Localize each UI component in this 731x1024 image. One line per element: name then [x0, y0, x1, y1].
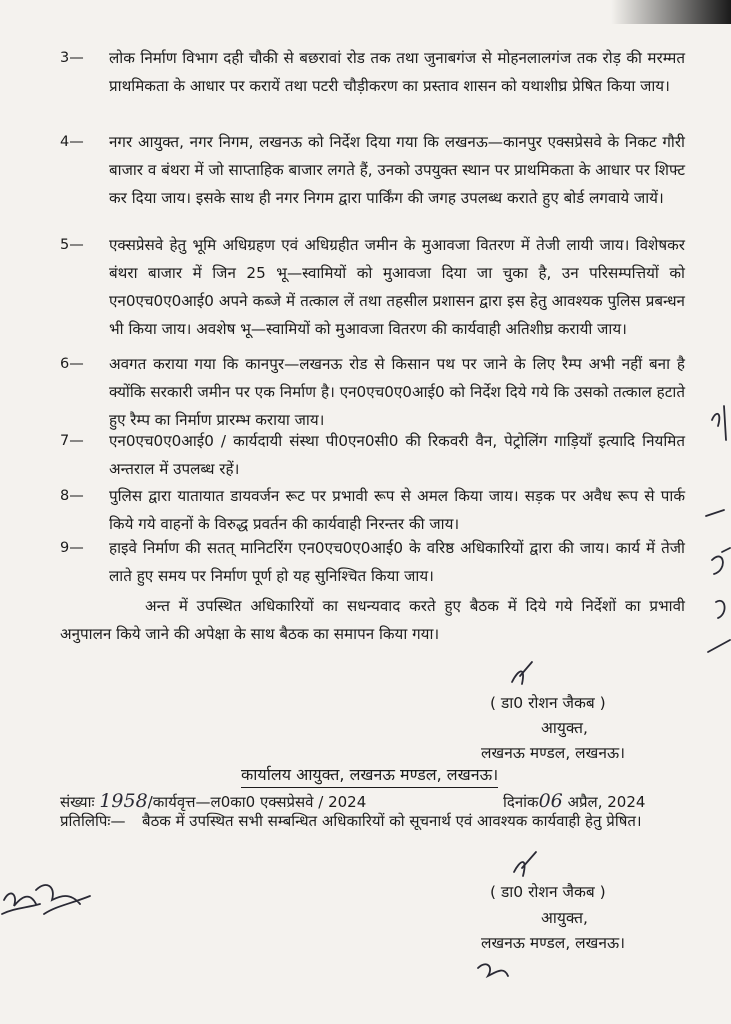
date-day: 06 — [538, 790, 563, 812]
item-number: 9— — [60, 540, 84, 556]
date-label: दिनांक — [503, 793, 539, 811]
item-text: एन0एच0ए0आई0 / कार्यदायी संस्था पी0एन0सी0 की रिकवरी वैन, पेट्रोलिंग गाड़ियाँ इत्यादि नियमित अन्तराल में उपलब्ध रहें। — [109, 432, 685, 478]
margin-mark-4 — [716, 601, 725, 618]
item-number: 5— — [60, 237, 84, 253]
reference-prefix: संख्याः — [60, 793, 95, 811]
initials-left — [2, 885, 90, 914]
signature-title-1: आयुक्त, — [541, 719, 588, 737]
signature-flourish-2 — [514, 852, 536, 876]
item-text: एक्सप्रेसवे हेतु भूमि अधिग्रहण एवं अधिग्रहीत जमीन के मुआवजा वितरण में तेजी लायी जाय। विशेषकर बंथरा बाजार में जिन 25 भू—स्वामियों को मुआवजा दिया जा चुका है, उन परिसम्पत्तियों को एन0एच0ए0आई0 अपने कब्जे में तत्काल लें तथा तहसील प्रशासन द्वारा इस हेतु आवश्यक पुलिस प्रबन्धन भी किया जाय। अवशेष भू—स्वामियों को मुआवजा वितरण की कार्यवाही अतिशीघ्र करायी जाय। — [109, 236, 685, 338]
office-heading: कार्यालय आयुक्त, लखनऊ मण्डल, लखनऊ। — [241, 763, 498, 788]
reference-subject: /कार्यवृत्त—ल0का0 एक्सप्रेसवे / 2024 — [147, 793, 367, 811]
signature-title-2: आयुक्त, — [541, 909, 588, 927]
initials-bottom — [478, 964, 508, 976]
item-number: 3— — [60, 50, 84, 66]
copy-text: बैठक में उपस्थित सभी सम्बन्धित अधिकारियों को सूचनार्थ एवं आवश्यक कार्यवाही हेतु प्रेषित। — [142, 812, 642, 830]
copy-label: प्रतिलिपिः— — [60, 812, 126, 830]
item-text: नगर आयुक्त, नगर निगम, लखनऊ को निर्देश दिया गया कि लखनऊ—कानपुर एक्सप्रेसवे के निकट गौरी बाजार व बंथरा में जो साप्ताहिक बाजार लगते हैं, उनको उपयुक्त स्थान पर प्राथमिकता के आधार पर शिफ्ट कर दिया जाय। इसके साथ ही नगर निगम द्वारा पार्किंग की जगह उपलब्ध कराते हुए बोर्ड लगवाये जायें। — [109, 133, 685, 207]
margin-mark-1 — [712, 406, 726, 440]
item-text: लोक निर्माण विभाग दही चौकी से बछरावां रोड तक तथा जुनाबगंज से मोहनलालगंज तक रोड़ की मरम्मत प्राथमिकता के आधार पर करायें तथा पटरी चौड़ीकरण का प्रस्ताव शासन को यथाशीघ्र प्रेषित किया जाय। — [109, 49, 685, 95]
margin-mark-3 — [712, 548, 730, 574]
signature-place-2: लखनऊ मण्डल, लखनऊ। — [481, 934, 626, 952]
margin-mark-2 — [706, 510, 724, 516]
item-text: पुलिस द्वारा यातायात डायवर्जन रूट पर प्रभावी रूप से अमल किया जाय। सड़क पर अवैध रूप से पार्क किये गये वाहनों के विरुद्ध प्रवर्तन की कार्यवाही निरन्तर की जाय। — [109, 487, 685, 533]
closing-paragraph: अन्त में उपस्थित अधिकारियों का सधन्यवाद करते हुए बैठक में दिये गये निर्देशों का प्रभावी अनुपालन किये जाने की अपेक्षा के साथ बैठक का समापन किया गया। — [60, 597, 685, 643]
item-number: 8— — [60, 488, 84, 504]
item-number: 6— — [60, 356, 84, 372]
item-number: 4— — [60, 134, 84, 150]
reference-number: 1958 — [99, 790, 148, 812]
margin-mark-5 — [708, 640, 730, 652]
signature-name-2: ( डा0 रोशन जैकब ) — [490, 883, 606, 901]
signature-place-1: लखनऊ मण्डल, लखनऊ। — [481, 744, 626, 762]
date-rest: अप्रैल, 2024 — [567, 793, 646, 811]
signature-name-1: ( डा0 रोशन जैकब ) — [490, 694, 606, 712]
item-text: हाइवे निर्माण की सतत् मानिटरिंग एन0एच0ए0आई0 के वरिष्ठ अधिकारियों द्वारा की जाय। कार्य में तेजी लाते हुए समय पर निर्माण पूर्ण हो यह सुनिश्चित किया जाय। — [109, 539, 685, 585]
signature-flourish-1 — [512, 662, 532, 684]
item-number: 7— — [60, 433, 84, 449]
item-text: अवगत कराया गया कि कानपुर—लखनऊ रोड से किसान पथ पर जाने के लिए रैम्प अभी नहीं बना है क्योंकि सरकारी जमीन पर एक निर्माण है। एन0एच0ए0आई0 को निर्देश दिये गये कि उसको तत्काल हटाते हुए रैम्प का निर्माण प्रारम्भ कराया जाय। — [109, 355, 685, 429]
